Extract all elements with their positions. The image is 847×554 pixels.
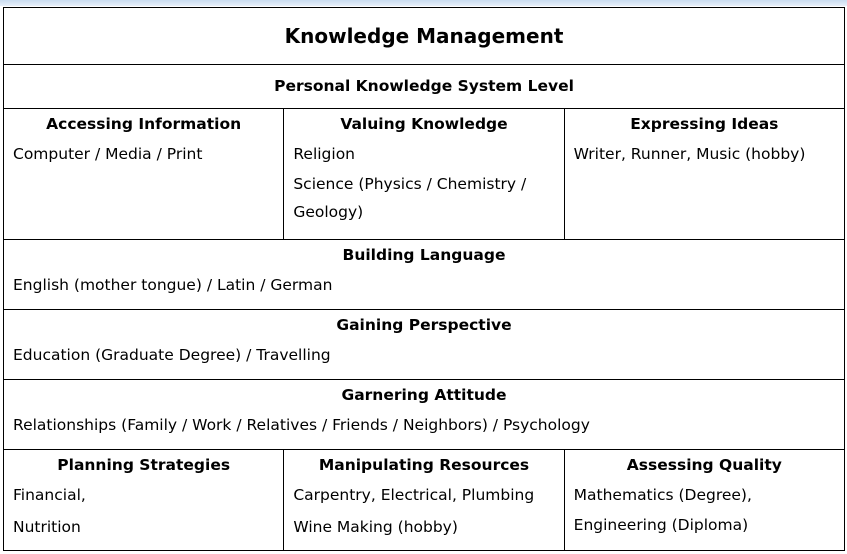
- window-top-bar: [0, 0, 847, 6]
- cell-text: Science (Physics / Chemistry / Geology): [293, 175, 527, 221]
- cell-text: Writer, Runner, Music (hobby): [573, 145, 806, 163]
- valuing-knowledge-cell: [284, 109, 564, 240]
- cell-text: Religion: [293, 145, 356, 163]
- system-level-heading: Personal Knowledge System Level: [274, 77, 574, 95]
- cell-heading: Manipulating Resources: [318, 456, 530, 474]
- cell-heading: Building Language: [342, 246, 506, 264]
- manipulating-resources-cell: [284, 450, 564, 551]
- cell-heading: Garnering Attitude: [341, 386, 507, 404]
- cell-text: English (mother tongue) / Latin / German: [13, 276, 333, 294]
- planning-strategies-cell: [4, 450, 284, 551]
- cell-text: Computer / Media / Print: [13, 145, 203, 163]
- cell-heading: Valuing Knowledge: [340, 115, 508, 133]
- cell-heading: Assessing Quality: [626, 456, 782, 474]
- table-title: Knowledge Management: [284, 24, 564, 48]
- cell-heading: Accessing Information: [46, 115, 242, 133]
- cell-text: Engineering (Diploma): [573, 516, 749, 534]
- garnering-attitude-cell: [4, 380, 845, 450]
- accessing-information-cell: [4, 109, 284, 240]
- cell-text: Wine Making (hobby): [293, 518, 458, 536]
- building-language-cell: [4, 240, 845, 310]
- knowledge-management-table: [3, 7, 845, 551]
- title-cell: [4, 8, 845, 65]
- cell-text: Nutrition: [13, 518, 81, 536]
- gaining-perspective-cell: [4, 310, 845, 380]
- cell-text: Education (Graduate Degree) / Travelling: [13, 346, 331, 364]
- cell-text: Financial,: [13, 486, 86, 504]
- expressing-ideas-cell: [564, 109, 844, 240]
- cell-text: Carpentry, Electrical, Plumbing: [293, 486, 535, 504]
- cell-heading: Gaining Perspective: [336, 316, 512, 334]
- level-cell: [4, 65, 845, 109]
- cell-text: Relationships (Family / Work / Relatives / Friends / Neighbors) / Psychology: [13, 416, 590, 434]
- cell-text: Mathematics (Degree),: [573, 486, 752, 504]
- cell-heading: Planning Strategies: [57, 456, 231, 474]
- assessing-quality-cell: [564, 450, 844, 551]
- cell-heading: Expressing Ideas: [630, 115, 779, 133]
